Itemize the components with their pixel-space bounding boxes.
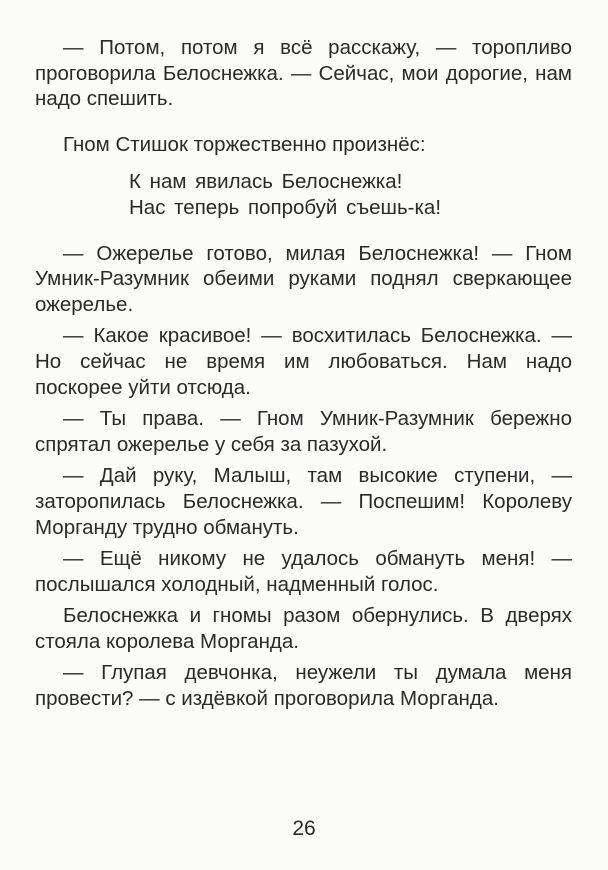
paragraph: — Ожерелье готово, милая Белоснежка! — Гном Умник-Разумник обеими руками поднял сверкающее ожерелье. xyxy=(35,241,572,316)
paragraph: — Ты права. — Гном Умник-Разумник бережно спрятал ожерелье у себя за пазухой. xyxy=(35,407,572,456)
paragraph: — Какое красивое! — восхитилась Белоснежка. — Но сейчас не время им любоваться. Нам надо поскорее уйти отсюда. xyxy=(35,324,572,399)
page-text xyxy=(35,35,572,718)
paragraph: Белоснежка и гномы разом обернулись. В дверях стояла королева Морганда. xyxy=(35,604,572,653)
paragraph: — Потом, потом я всё расскажу, — торопливо проговорила Белоснежка. — Сейчас, мои дорогие, нам надо спешить. xyxy=(35,36,572,111)
paragraph: Гном Стишок торжественно произнёс: xyxy=(63,132,426,156)
poem xyxy=(129,169,572,220)
paragraph: — Ещё никому не удалось обмануть меня! — послышался холодный, надменный голос. xyxy=(35,547,572,596)
page-number: 26 xyxy=(292,817,316,840)
paragraph: — Глупая девчонка, неужели ты думала меня провести? — с издёвкой проговорила Морганда. xyxy=(35,661,572,711)
paragraph: — Дай руку, Малыш, там высокие ступени, — заторопилась Белоснежка. — Поспешим! Королеву Морганду трудно обмануть. xyxy=(35,464,572,539)
poem-line: Нас теперь попробуй съешь-ка! xyxy=(129,195,442,219)
poem-line: К нам явилась Белоснежка! xyxy=(129,170,403,194)
